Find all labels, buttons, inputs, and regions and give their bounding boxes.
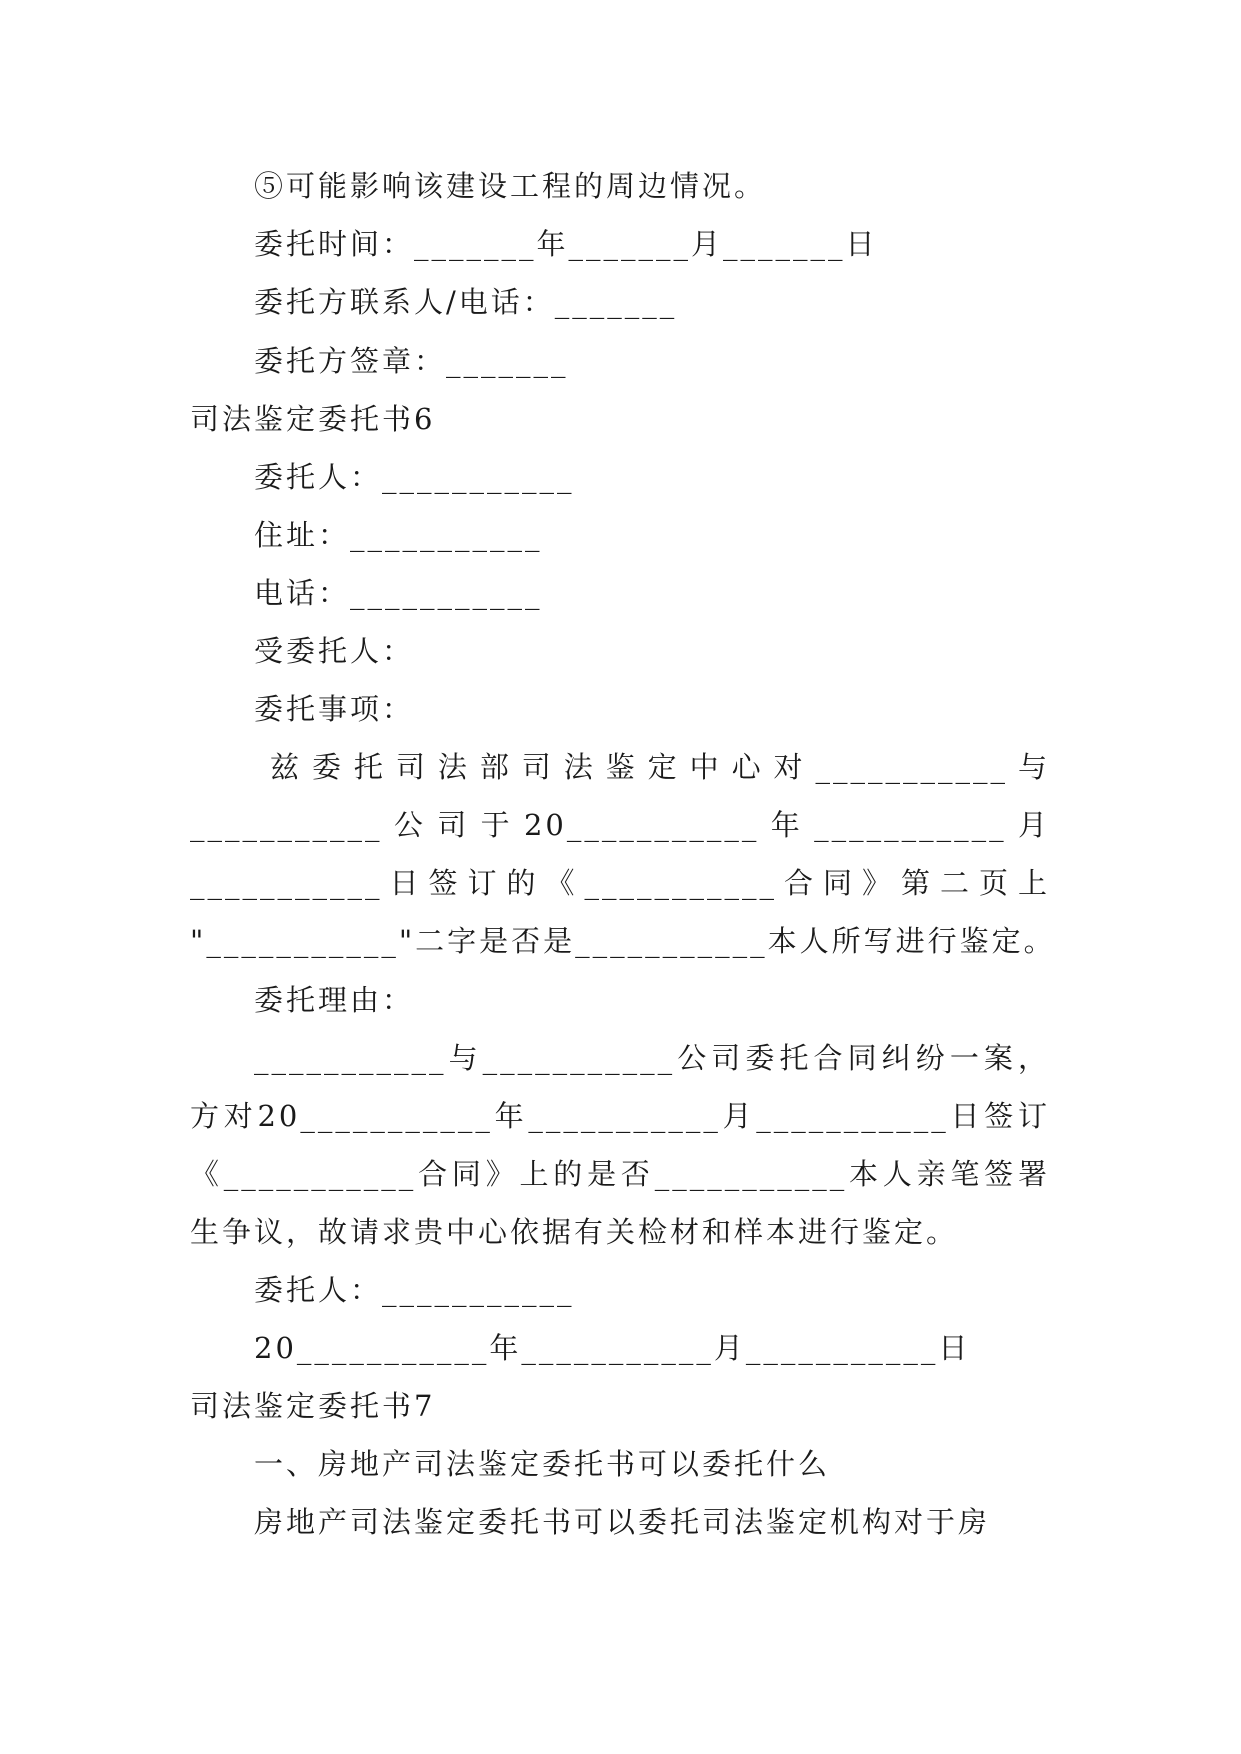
- text-line: 20___________年___________月___________日: [254, 1331, 971, 1365]
- text-line: 委托方联系人/电话：_______: [254, 285, 678, 319]
- text-line: 电话：___________: [254, 576, 543, 610]
- text-line: ⑤可能影响该建设工程的周边情况。: [254, 169, 767, 203]
- paragraph-line: "___________"二字是否是___________本人所写进行鉴定。: [190, 924, 1056, 958]
- paragraph-line: 生争议，故请求贵中心依据有关检材和样本进行鉴定。: [190, 1215, 959, 1249]
- section-heading: 司法鉴定委托书6: [190, 402, 436, 436]
- paragraph-line: 方对20___________年___________月___________日签订: [190, 1099, 1050, 1133]
- text-line: 委托人：___________: [254, 1273, 575, 1307]
- text-line: 委托人：___________: [254, 460, 575, 494]
- text-line: 一、房地产司法鉴定委托书可以委托什么: [254, 1447, 831, 1481]
- text-line: 委托时间：_______年_______月_______日: [254, 227, 878, 261]
- paragraph-line: ___________与___________公司委托合同纠纷一案，: [254, 1041, 1050, 1075]
- text-line: 委托方签章：_______: [254, 344, 569, 378]
- paragraph-line: ___________公司于20___________年___________月: [190, 808, 1050, 842]
- section-heading: 司法鉴定委托书7: [190, 1389, 436, 1423]
- text-line: 受委托人：: [254, 634, 415, 668]
- text-line: 房地产司法鉴定委托书可以委托司法鉴定机构对于房: [254, 1505, 991, 1539]
- paragraph-line: 《___________合同》上的是否___________本人亲笔签署: [190, 1157, 1050, 1191]
- text-line: 住址：___________: [254, 518, 543, 552]
- paragraph-line: 兹委托司法部司法鉴定中心对___________与: [270, 750, 1050, 784]
- text-line: 委托事项：: [254, 692, 415, 726]
- paragraph-line: ___________日签订的《___________合同》第二页上: [190, 866, 1050, 900]
- text-line: 委托理由：: [254, 983, 415, 1017]
